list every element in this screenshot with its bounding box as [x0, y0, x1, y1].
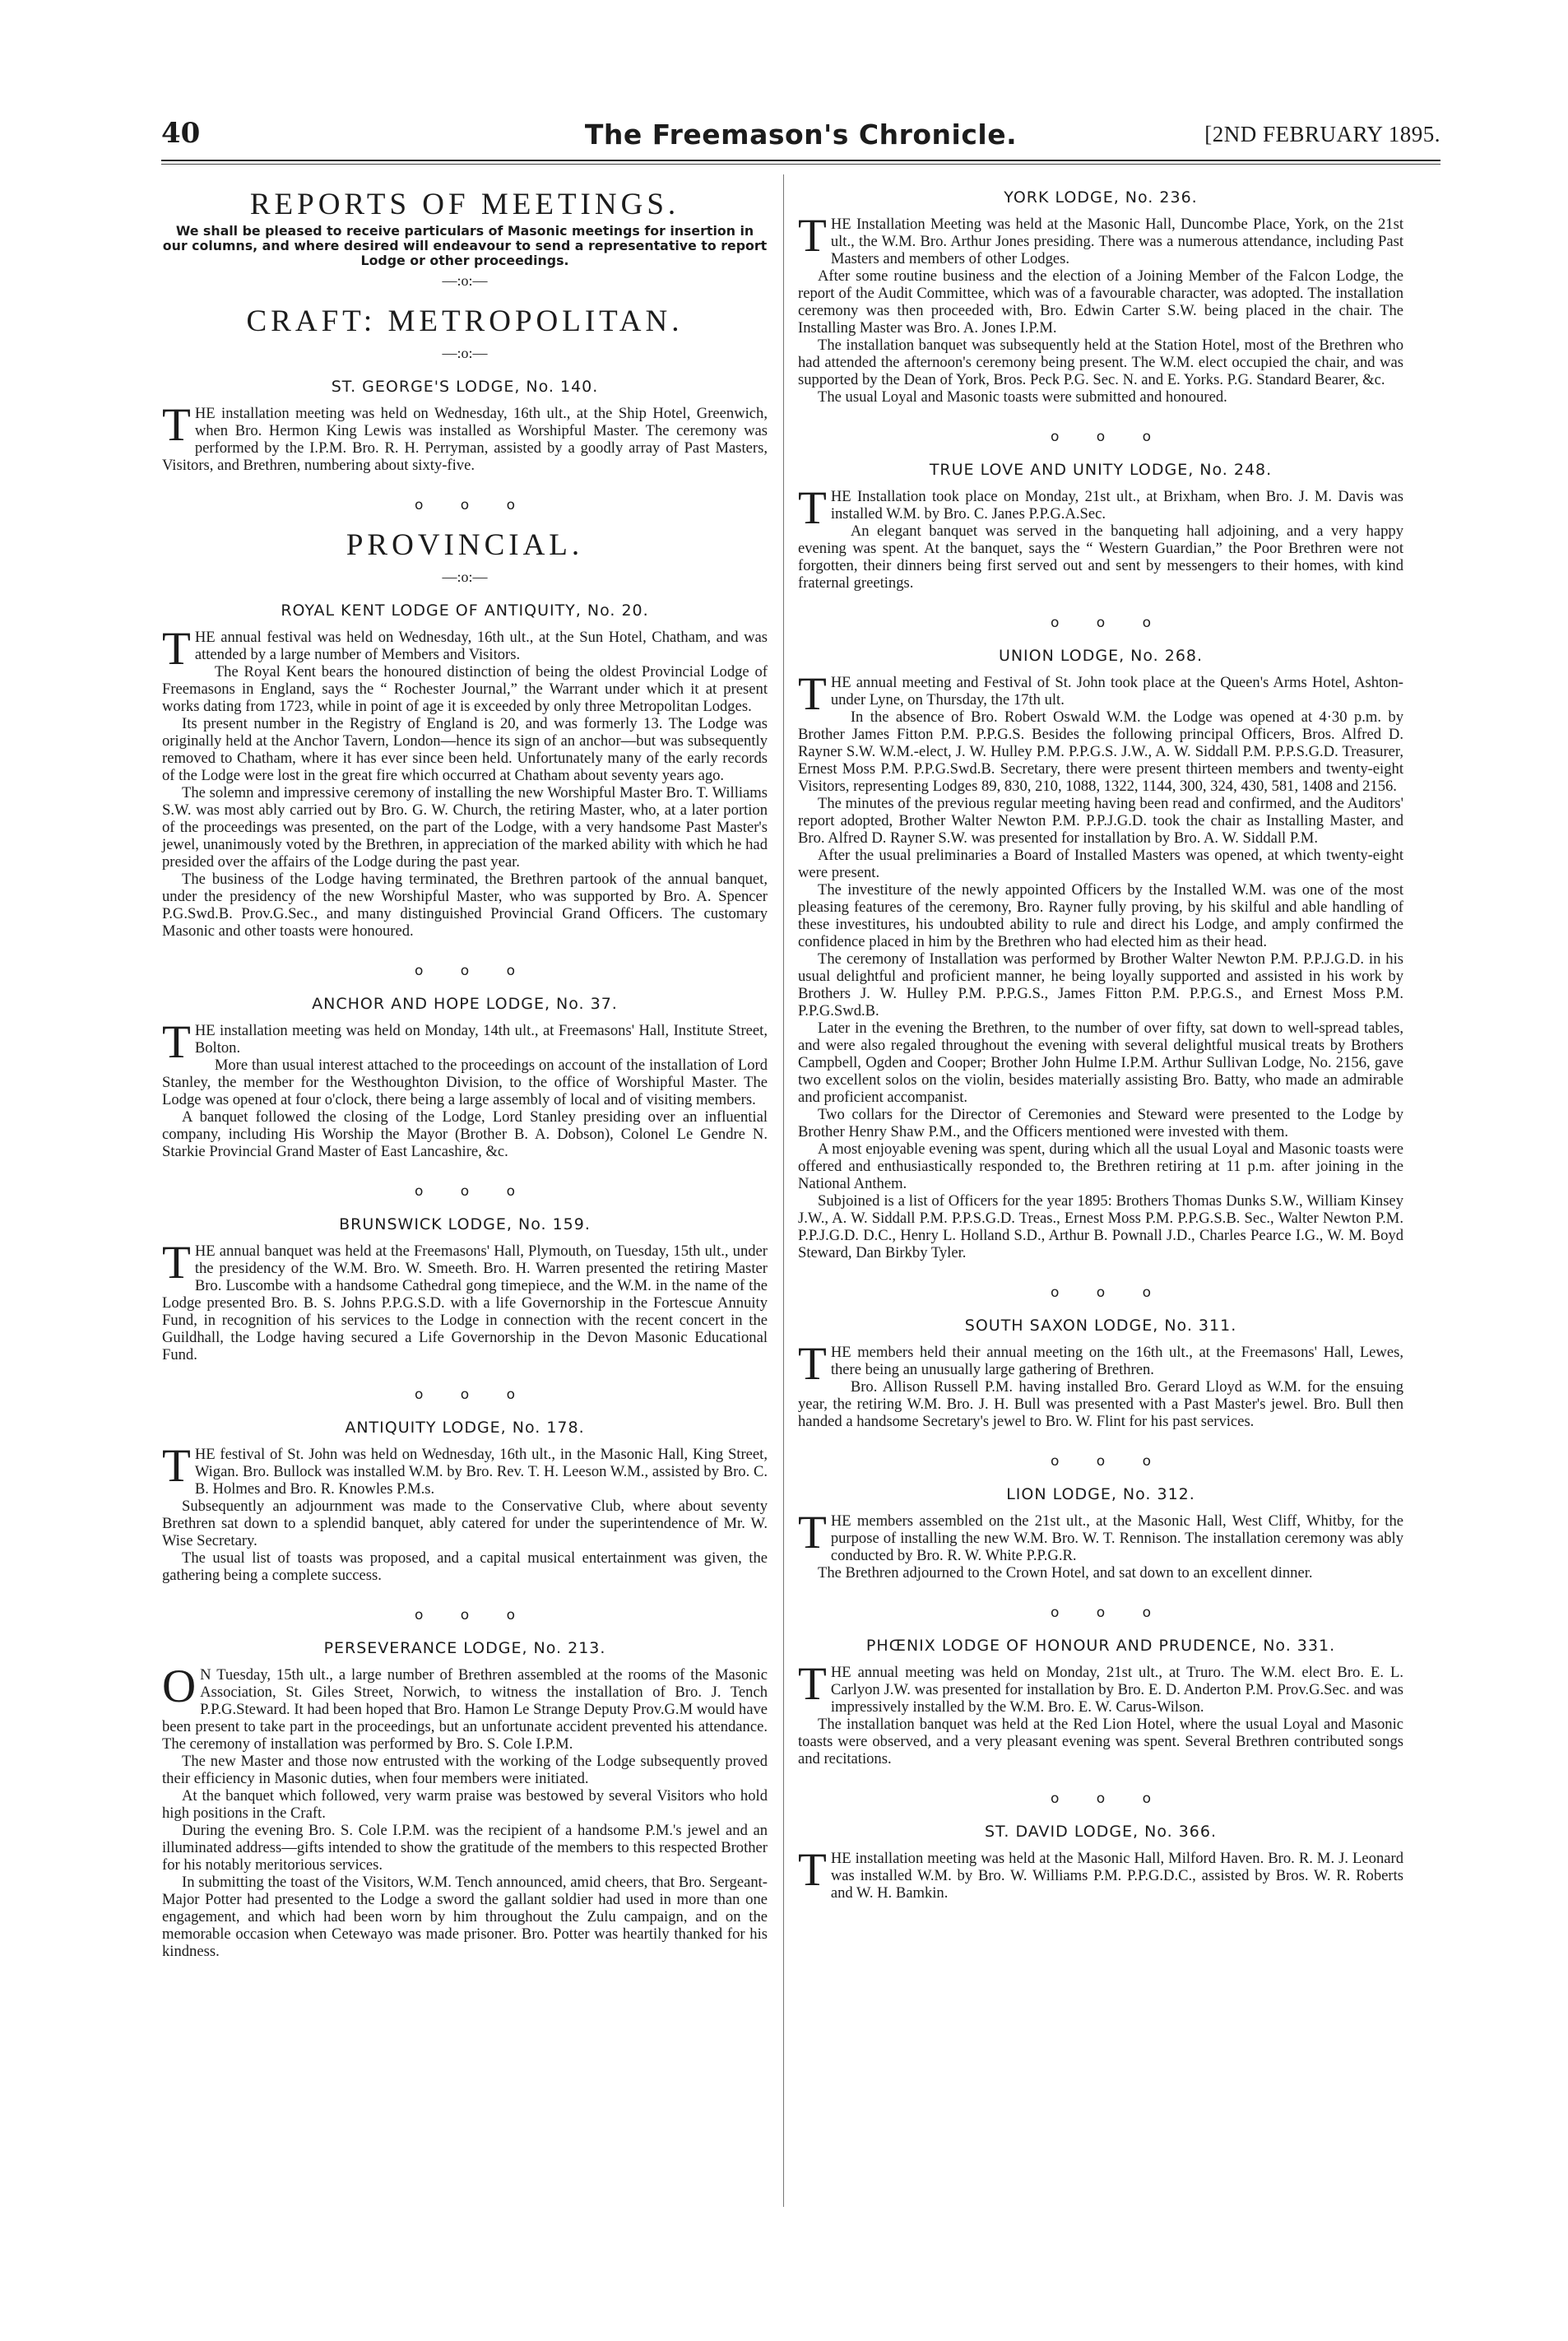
lodge-heading-union: UNION LODGE, No. 268.	[998, 647, 1204, 665]
article-paragraph: Two collars for the Director of Ceremonies and Steward were presented to the Lodge by Brother Henry Shaw P.M., and the Officers mentioned were invested with them.	[798, 1106, 1403, 1140]
article-paragraph: In the absence of Bro. Robert Oswald W.M. the Lodge was opened at 4·30 p.m. by Brother James Fitton P.M. P.P.G.S. Besides the following principal Officers, Bros. Alfred D. Rayner S.W. W.M.-elect, J. W. Hulley P.M. P.P.G.S. J.W., A. W. Siddall P.M. P.P.S.G.D. Treasurer, Ernest Moss P.M. P.P.G.Swd.B. Secretary, there were present thirteen members and twenty-eight Visitors, representing Lodges 89, 830, 210, 1088, 1322, 1144, 300, 324, 430, 581, 1408 and 2156.	[798, 708, 1403, 795]
article-paragraph: THE installation meeting was held on Monday, 14th ult., at Freemasons' Hall, Institute Street, Bolton.	[162, 1016, 768, 1068]
page-header	[161, 117, 1440, 158]
section-title-provincial: PROVINCIAL.	[346, 528, 584, 562]
lodge-heading-true-love: TRUE LOVE AND UNITY LODGE, No. 248.	[929, 461, 1273, 479]
section-title-reports: REPORTS OF MEETINGS.	[249, 188, 680, 221]
article-paragraph: THE installation meeting was held at the Masonic Hall, Milford Haven. Bro. R. M. J. Leonard was installed W.M. by Bro. W. Williams P.M. P.P.G.D.C., assisted by Bros. W. R. Roberts and W. H. Bamkin.	[798, 1844, 1403, 1902]
article-paragraph: Bro. Allison Russell P.M. having installed Bro. Gerard Lloyd as W.M. for the ensuing year, the retiring W.M. Bro. J. H. Bull was presented with a Past Master's jewel. Bro. Bull then handed a handsome Secretary's jewel to Bro. W. Flint for his past services.	[798, 1378, 1403, 1430]
column-divider	[783, 174, 784, 2207]
article-paragraph: In submitting the toast of the Visitors, W.M. Tench announced, amid cheers, that Bro. Sergeant-Major Potter had presented to the Lodge a sword the gallant soldier had used in more than one engagement, and which had been worn by him throughout the Zulu campaign, and on the memorable occasion when Cetewayo was made prisoner. Bro. Potter was heartily thanked for his kindness.	[162, 1874, 768, 1960]
article-paragraph: THE annual festival was held on Wednesday, 16th ult., at the Sun Hotel, Chatham, and was attended by a large number of Members and Visitors.	[162, 623, 768, 675]
lodge-heading-antiquity: ANTIQUITY LODGE, No. 178.	[345, 1419, 585, 1437]
right-column	[798, 173, 1403, 1902]
article-paragraph: THE Installation took place on Monday, 21st ult., at Brixham, when Bro. J. M. Davis was installed W.M. by Bro. C. Janes P.P.G.A.Sec.	[798, 482, 1403, 534]
article-paragraph: THE installation meeting was held on Wednesday, 16th ult., at the Ship Hotel, Greenwich, when Bro. Hermon King Lewis was installed as Worshipful Master. The ceremony was performed by the I.P.M. Bro. R. H. Perryman, assisted by a goodly array of Past Masters, Visitors, and Brethren, numbering about sixty-five.	[162, 399, 768, 474]
header-rule-thin	[161, 164, 1440, 165]
article-paragraph: The installation banquet was subsequently held at the Station Hotel, most of the Brethren who had attended the afternoon's ceremony being present. The W.M. elect occupied the chair, and was supported by the Dean of York, Bros. Peck P.G. Sec. N. and E. Yorks. P.G. Standard Bearer, &c.	[798, 337, 1403, 388]
article-paragraph: A banquet followed the closing of the Lodge, Lord Stanley presiding over an influential company, including His Worship the Mayor (Brother B. A. Dobson), Colonel Le Gendre N. Starkie Provincial Grand Master of East Lancashire, &c.	[162, 1108, 768, 1160]
article-paragraph: A most enjoyable evening was spent, during which all the usual Loyal and Masonic toasts were offered and enthusiastically responded to, the Brethren retiring at 11 p.m. after joining in the National Anthem.	[798, 1140, 1403, 1192]
article-paragraph: After some routine business and the election of a Joining Member of the Falcon Lodge, the report of the Audit Committee, which was of a favourable character, was adopted. The installation ceremony was then proceeded with, Bro. Edwin Carter S.W. being placed in the chair. The Installing Master was Bro. A. Jones I.P.M.	[798, 267, 1403, 337]
article-paragraph: The usual list of toasts was proposed, and a capital musical entertainment was given, the gathering being a complete success.	[162, 1549, 768, 1584]
article-paragraph: The ceremony of Installation was performed by Brother Walter Newton P.M. P.P.J.G.D. in his usual delightful and proficient manner, he being loyally supported and assisted in his work by Brothers J. W. Hulley P.M. P.P.G.S., James Fitton P.M. P.P.G.S., and Ernest Moss P.M. P.P.G.Swd.B.	[798, 950, 1403, 1020]
issue-date: [2ND FEBRUARY 1895.	[1204, 122, 1440, 146]
article-paragraph: The investiture of the newly appointed Officers by the Installed W.M. was one of the most pleasing features of the ceremony, Bro. Rayner fully proving, by his skilful and able handling of these investitures, his undoubted ability to rule and direct his Lodge, and amply confirmed the confidence placed in him by the Brethren who had elected him as their head.	[798, 881, 1403, 950]
article-paragraph: Its present number in the Registry of England is 20, and was formerly 13. The Lodge was originally held at the Anchor Tavern, London—hence its sign of an anchor—but was subsequently removed to Chatham, where it has ever since been held. Unfortunately many of the early records of the Lodge were lost in the great fire which occurred at Chatham about seventy years ago.	[162, 715, 768, 784]
article-paragraph: After the usual preliminaries a Board of Installed Masters was opened, at which twenty-eight were present.	[798, 847, 1403, 881]
article-paragraph: At the banquet which followed, very warm praise was bestowed by several Visitors who hold high positions in the Craft.	[162, 1787, 768, 1822]
article-paragraph: The installation banquet was held at the Red Lion Hotel, where the usual Loyal and Masonic toasts were observed, and a very pleasant evening was spent. Several Brethren contributed songs and recitations.	[798, 1716, 1403, 1767]
section-title-craft: CRAFT: METROPOLITAN.	[246, 304, 684, 338]
article-paragraph: The Brethren adjourned to the Crown Hotel, and sat down to an excellent dinner.	[818, 1564, 1313, 1582]
section-ornament: o o o	[1050, 1284, 1151, 1301]
article-paragraph: THE annual meeting and Festival of St. John took place at the Queen's Arms Hotel, Ashton-under Lyne, on Thursday, the 17th ult.	[798, 668, 1403, 720]
lodge-heading-brunswick: BRUNSWICK LODGE, No. 159.	[339, 1215, 591, 1233]
section-ornament: o o o	[1050, 615, 1151, 631]
article-paragraph: THE annual meeting was held on Monday, 21st ult., at Truro. The W.M. elect Bro. E. L. Carlyon J.W. was presented for installation by Bro. E. D. Anderton P.M. Prov.G.Sec. and was impressively installed by the W.M. Bro. E. W. Carus-Wilson.	[798, 1658, 1403, 1716]
section-ornament: o o o	[1050, 429, 1151, 445]
article-paragraph: THE annual banquet was held at the Freemasons' Hall, Plymouth, on Tuesday, 15th ult., under the presidency of the W.M. Bro. W. Smeeth. Bro. H. Warren presented the retiring Master Bro. Luscombe with a handsome Cathedral gong timepiece, and the W.M. in the name of the Lodge presented Bro. B. S. Johns P.P.G.S.D. with a life Governorship in the Fortescue Annuity Fund, in recognition of his services to the Lodge in connection with the recent concert in the Guildhall, the Lodge having secured a Life Governorship in the Devon Masonic Educational Fund.	[162, 1237, 768, 1363]
section-ornament: o o o	[1050, 1791, 1151, 1807]
article-paragraph: THE Installation Meeting was held at the Masonic Hall, Duncombe Place, York, on the 21st ult., the W.M. Bro. Arthur Jones presiding. There was a numerous attendance, including Past Masters and members of other Lodges.	[798, 210, 1403, 267]
article-paragraph: THE festival of St. John was held on Wednesday, 16th ult., in the Masonic Hall, King Street, Wigan. Bro. Bullock was installed W.M. by Bro. Rev. T. H. Leeson W.M., assisted by Bro. C. B. Holmes and Bro. R. Knowles P.M.s.	[162, 1440, 768, 1498]
article-paragraph: THE members assembled on the 21st ult., at the Masonic Hall, West Cliff, Whitby, for the purpose of installing the new W.M. Bro. W. T. Rennison. The installation ceremony was ably conducted by Bro. R. W. White P.P.G.R.	[798, 1507, 1403, 1564]
lodge-heading-perseverance: PERSEVERANCE LODGE, No. 213.	[323, 1639, 606, 1657]
article-paragraph: Later in the evening the Brethren, to the number of over fifty, sat down to well-spread tables, and were also regaled throughout the evening with several delightful musical treats by Brothers Campbell, Ogden and Cooper; Brother John Hulme I.P.M. Arthur Sullivan Lodge, No. 2156, gave two excellent solos on the violin, besides materially assisting Bro. Batty, who made an admirable and proficient accompanist.	[798, 1020, 1403, 1106]
article-paragraph: THE members held their annual meeting on the 16th ult., at the Freemasons' Hall, Lewes, there being an unusually large gathering of Brethren.	[798, 1338, 1403, 1390]
article-paragraph: An elegant banquet was served in the banqueting hall adjoining, and a very happy evening was spent. At the banquet, says the “ Western Guardian,” the Poor Brethren were not forgotten, their dinners being first served out and sent by messengers to their homes, with kind fraternal greetings.	[798, 523, 1403, 592]
section-ornament: o o o	[1050, 1605, 1151, 1621]
section-ornament: o o o	[414, 1386, 515, 1403]
lodge-heading-phoenix: PHŒNIX LODGE OF HONOUR AND PRUDENCE, No. 331.	[865, 1637, 1336, 1655]
lodge-heading-lion: LION LODGE, No. 312.	[1006, 1485, 1195, 1503]
article-paragraph: The business of the Lodge having terminated, the Brethren partook of the annual banquet, under the presidency of the new Worshipful Master, who was supported by Bro. A. Spencer P.G.Swd.B. Prov.G.Sec., and many distinguished Provincial Grand Officers. The customary Masonic and other toasts were honoured.	[162, 871, 768, 940]
lodge-heading-york: YORK LODGE, No. 236.	[1004, 188, 1198, 207]
separator: —:o:—	[442, 569, 488, 585]
lodge-heading-south-saxon: SOUTH SAXON LODGE, No. 311.	[964, 1317, 1237, 1335]
lodge-heading-royal-kent: ROYAL KENT LODGE OF ANTIQUITY, No. 20.	[281, 602, 649, 620]
article-paragraph: The new Master and those now entrusted with the working of the Lodge subsequently proved their efficiency in Masonic duties, when four members were initiated.	[162, 1753, 768, 1787]
section-ornament: o o o	[1050, 1453, 1151, 1470]
article-paragraph: Subjoined is a list of Officers for the year 1895: Brothers Thomas Dunks S.W., William Kinsey J.W., A. W. Siddall P.M. P.P.S.G.D. Treas., Ernest Moss P.M. P.P.G.S.B. Sec., Walter Newton P.M. P.P.J.G.D. D.C., Henry L. Holland S.D., Arthur B. Pownall J.D., Charles Pearce I.G., W. M. Boyd Steward, Dan Birkby Tyler.	[798, 1192, 1403, 1261]
article-paragraph: The Royal Kent bears the honoured distinction of being the oldest Provincial Lodge of Freemasons in England, says the “ Rochester Journal,” the Warrant under which it at present works dating from 1723, while in point of age it is exceeded by only three Metropolitan Lodges.	[162, 663, 768, 715]
article-paragraph: The solemn and impressive ceremony of installing the new Worshipful Master Bro. T. Williams S.W. was most ably carried out by Bro. G. W. Church, the retiring Master, who, at a later portion of the proceedings was presented, on the part of the Lodge, with a very handsome Past Master's jewel, unanimously voted by the Brethren, in appreciation of the marked ability with which he had presided over the affairs of the Lodge during the past year.	[162, 784, 768, 871]
article-paragraph: Subsequently an adjournment was made to the Conservative Club, where about seventy Brethren sat down to a splendid banquet, ably catered for under the superintendence of Mr. W. Wise Secretary.	[162, 1498, 768, 1549]
editorial-note: We shall be pleased to receive particulars of Masonic meetings for insertion in our columns, and where desired will endeavour to send a representative to report Lodge or other proceedings.	[162, 223, 768, 268]
article-paragraph: The usual Loyal and Masonic toasts were submitted and honoured.	[818, 388, 1227, 406]
section-ornament: o o o	[414, 1607, 515, 1623]
section-ornament: o o o	[414, 963, 515, 979]
header-rule	[161, 160, 1440, 161]
section-ornament: o o o	[414, 497, 515, 513]
article-paragraph: ON Tuesday, 15th ult., a large number of Brethren assembled at the rooms of the Masonic Association, St. Giles Street, Norwich, to witness the installation of Bro. J. Tench P.P.G.Steward. It had been hoped that Bro. Hamon Le Strange Deputy Prov.G.M would have been present to take part in the proceedings, but an unfortunate accident prevented his attendance. The ceremony of installation was performed by Bro. S. Cole I.P.M.	[162, 1661, 768, 1753]
page-number: 40	[161, 117, 201, 150]
lodge-heading-anchor-hope: ANCHOR AND HOPE LODGE, No. 37.	[312, 995, 618, 1013]
left-column	[162, 173, 768, 1960]
lodge-heading-st-david: ST. DAVID LODGE, No. 366.	[984, 1823, 1218, 1841]
article-paragraph: More than usual interest attached to the proceedings on account of the installation of Lord Stanley, the member for the Westhoughton Division, to the office of Worshipful Master. The Lodge was opened at four o'clock, there being a large assembly of local and of visiting members.	[162, 1057, 768, 1108]
publication-title: The Freemason's Chronicle.	[584, 118, 1018, 151]
article-paragraph: The minutes of the previous regular meeting having been read and confirmed, and the Auditors' report adopted, Brother Walter Newton P.M. P.P.J.G.D. took the chair as Installing Master, and Bro. Alfred D. Rayner S.W. was presented for installation by Bro. A. W. Siddall P.M.	[798, 795, 1403, 847]
separator: —:o:—	[442, 345, 488, 361]
article-paragraph: During the evening Bro. S. Cole I.P.M. was the recipient of a handsome P.M.'s jewel and an illuminated address—gifts intended to show the gratitude of the members to this respected Brother for his notably meritorious services.	[162, 1822, 768, 1874]
separator: —:o:—	[442, 272, 488, 289]
section-ornament: o o o	[414, 1183, 515, 1200]
lodge-heading-st-george: ST. GEORGE'S LODGE, No. 140.	[331, 378, 599, 396]
